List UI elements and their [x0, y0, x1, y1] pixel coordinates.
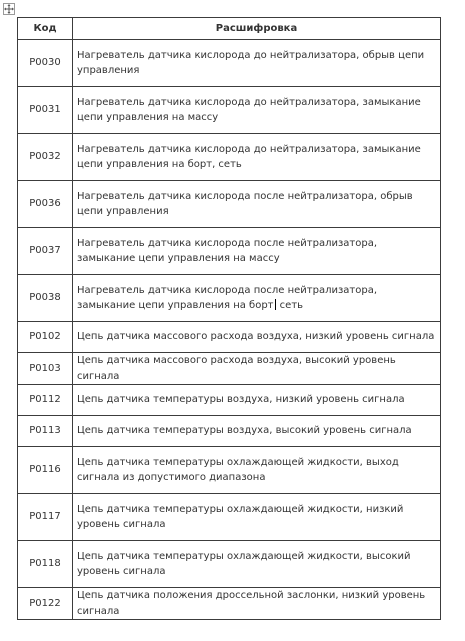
- cell-description[interactable]: Цепь датчика температуры охлаждающей жидкости, выход сигнала из допустимого диапазона: [73, 447, 441, 494]
- header-code[interactable]: Код: [18, 18, 73, 40]
- cell-description[interactable]: Цепь датчика массового расхода воздуха, низкий уровень сигнала: [73, 322, 441, 353]
- cell-code[interactable]: P0122: [18, 588, 73, 620]
- table-row: [18, 353, 441, 385]
- table-row: [18, 87, 441, 134]
- cell-description[interactable]: Цепь датчика массового расхода воздуха, высокий уровень сигнала: [73, 353, 441, 385]
- cell-description[interactable]: Цепь датчика положения дроссельной заслонки, низкий уровень сигнала: [73, 588, 441, 620]
- cell-code[interactable]: P0102: [18, 322, 73, 353]
- cell-code[interactable]: P0103: [18, 353, 73, 385]
- table-row: [18, 134, 441, 181]
- cell-description[interactable]: Цепь датчика температуры охлаждающей жидкости, низкий уровень сигнала: [73, 494, 441, 541]
- cell-description[interactable]: Нагреватель датчика кислорода до нейтрализатора, обрыв цепи управления: [73, 40, 441, 87]
- error-codes-table: [17, 17, 441, 620]
- cell-code[interactable]: P0113: [18, 416, 73, 447]
- cell-code[interactable]: P0038: [18, 275, 73, 322]
- description-text: Нагреватель датчика кислорода после нейтрализатора, замыкание цепи управления на борт: [77, 284, 378, 311]
- cell-description[interactable]: Цепь датчика температуры воздуха, высокий уровень сигнала: [73, 416, 441, 447]
- move-arrows-icon: [4, 4, 14, 14]
- table-row: [18, 416, 441, 447]
- cell-code[interactable]: P0112: [18, 385, 73, 416]
- table-header-row: [18, 18, 441, 40]
- text-cursor: [275, 299, 276, 310]
- cell-description[interactable]: Нагреватель датчика кислорода до нейтрализатора, замыкание цепи управления на борт, сеть: [73, 134, 441, 181]
- cell-code[interactable]: P0116: [18, 447, 73, 494]
- table-row: [18, 447, 441, 494]
- cell-code[interactable]: P0030: [18, 40, 73, 87]
- table-move-handle-icon[interactable]: [3, 3, 15, 15]
- table-row: [18, 275, 441, 322]
- cell-description-editing[interactable]: [73, 275, 441, 322]
- cell-code[interactable]: P0037: [18, 228, 73, 275]
- cell-description[interactable]: Нагреватель датчика кислорода до нейтрализатора, замыкание цепи управления на массу: [73, 87, 441, 134]
- description-text-tail: сеть: [276, 300, 304, 311]
- cell-description[interactable]: Нагреватель датчика кислорода после нейтрализатора, замыкание цепи управления на массу: [73, 228, 441, 275]
- table-row: [18, 322, 441, 353]
- cell-code[interactable]: P0032: [18, 134, 73, 181]
- table-row: [18, 541, 441, 588]
- table-row: [18, 181, 441, 228]
- cell-code[interactable]: P0117: [18, 494, 73, 541]
- table-row: [18, 588, 441, 620]
- table-row: [18, 40, 441, 87]
- table-row: [18, 385, 441, 416]
- cell-code[interactable]: P0031: [18, 87, 73, 134]
- cell-code[interactable]: P0118: [18, 541, 73, 588]
- cell-description[interactable]: Нагреватель датчика кислорода после нейтрализатора, обрыв цепи управления: [73, 181, 441, 228]
- cell-code[interactable]: P0036: [18, 181, 73, 228]
- cell-description[interactable]: Цепь датчика температуры охлаждающей жидкости, высокий уровень сигнала: [73, 541, 441, 588]
- table-row: [18, 228, 441, 275]
- cell-description[interactable]: Цепь датчика температуры воздуха, низкий уровень сигнала: [73, 385, 441, 416]
- header-description[interactable]: Расшифровка: [73, 18, 441, 40]
- table-row: [18, 494, 441, 541]
